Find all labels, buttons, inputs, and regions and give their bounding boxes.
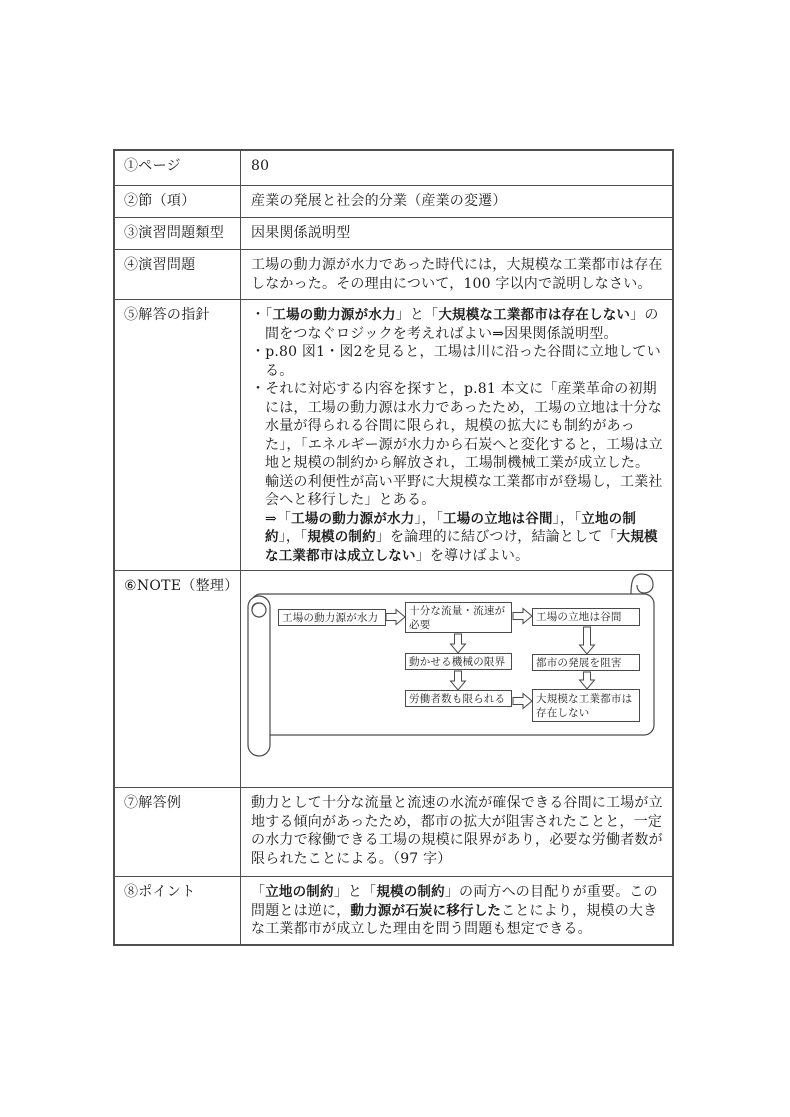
row-label: ①ページ xyxy=(115,151,241,185)
guidance-bullet: ・p.80 図1・図2を見ると，工場は川に沿った谷間に立地している。 xyxy=(251,344,661,379)
row-label: ②節（項） xyxy=(115,186,241,217)
table-row-model-answer xyxy=(115,787,672,876)
row-content: 動力として十分な流量と流速の水流が確保できる谷間に工場が立地する傾向があったため，都市の拡大が阻害されたことと，一定の水力で稼働できる工場の規模に限界があり，必要な労働者数が限られたことによる。（97 字） xyxy=(251,795,663,867)
row-content: 因果関係説明型 xyxy=(251,225,351,241)
row-content: 「立地の制約」と「規模の制約」の両方への目配りが重要。この問題とは逆に，動力源が石炭に移行したことにより，規模の大きな工業都市が成立した理由を問う問題も想定できる。 xyxy=(251,884,658,937)
flow-box-no-large-city: 大規模な工業都市は存在しない xyxy=(532,689,640,722)
row-label: ⑦解答例 xyxy=(115,788,241,876)
row-label: ⑤解答の指針 xyxy=(115,300,241,570)
scroll-right-curl xyxy=(631,574,653,594)
table-row-section xyxy=(115,185,672,217)
table-row-guidance xyxy=(115,299,672,570)
row-content: 工場の動力源が水力であった時代には，大規模な工業都市は存在しなかった。その理由について，100 字以内で説明しなさい。 xyxy=(251,257,663,292)
worksheet-table xyxy=(113,149,674,946)
guidance-bullet: ・「工場の動力源が水力」と「大規模な工業都市は存在しない」の間をつなぐロジックを考えればよい⇒因果関係説明型。 xyxy=(251,307,659,342)
flow-box-workers-limited: 労働者数も限られる xyxy=(405,690,512,707)
note-scroll-diagram xyxy=(241,571,675,786)
scroll-left-roll xyxy=(248,596,270,756)
row-content: 産業の発展と社会的分業（産業の変遷） xyxy=(251,193,507,209)
flow-box-city-hindered: 都市の発展を阻害 xyxy=(532,654,640,671)
row-label: ④演習問題 xyxy=(115,250,241,299)
flow-box-machine-limit: 動かせる機械の限界 xyxy=(405,653,512,670)
table-row-note xyxy=(115,570,672,787)
table-row-points xyxy=(115,876,672,944)
flow-box-water-power: 工場の動力源が水力 xyxy=(278,609,386,626)
row-content xyxy=(241,571,672,787)
row-label: ⑧ポイント xyxy=(115,877,241,944)
table-row-problem-type xyxy=(115,217,672,249)
flow-box-flow-needed: 十分な流量・流速が必要 xyxy=(405,602,512,633)
table-row-page xyxy=(115,151,672,185)
row-content: 80 xyxy=(251,158,270,174)
row-label: ③演習問題類型 xyxy=(115,218,241,249)
guidance-bullet: ・それに対応する内容を探すと，p.81 本文に「産業革命の初期には，工場の動力源は水力であったため，工場の立地は十分な水量が得られる谷間に限られ，規模の拡大にも制約があった」，「エネルギー源が水力から石炭へと変化すると，工場は立地と規模の制約から解放され，工場制機械工業が成立した。輸送の利便性が高い平野に大規模な工業都市が登場し，工業社会へと移行した」とある。 xyxy=(251,381,663,508)
flow-box-valley-location: 工場の立地は谷間 xyxy=(532,608,640,626)
table-row-exercise xyxy=(115,249,672,299)
row-label: ⑥NOTE（整理） xyxy=(115,571,241,787)
row-content xyxy=(241,300,672,570)
guidance-conclusion: ⇒「工場の動力源が水力」，「工場の立地は谷間」，「立地の制約」，「規模の制約」を論理的に結びつけ，結論として「大規模な工業都市は成立しない」を導けばよい。 xyxy=(265,510,658,564)
